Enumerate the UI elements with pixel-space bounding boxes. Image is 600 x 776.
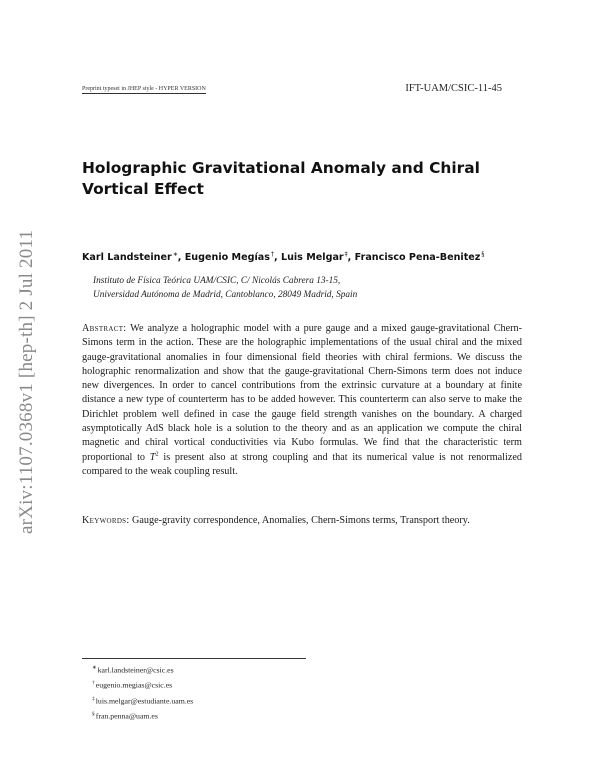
footnote-mark: § — [92, 711, 95, 718]
keywords — [82, 514, 522, 529]
author-list: Karl Landsteiner∗, Eugenio Megías†, Luis Melgar‡, Francisco Pena-Benitez§ — [82, 251, 485, 264]
footnote-email[interactable]: eugenio.megias@csic.es — [95, 680, 173, 690]
author-name: Luis Melgar — [280, 252, 344, 264]
abstract-text: We analyze a holographic model with a pure gauge and a mixed gauge-gravitational Chern-Simons term in the action. These are the holographic implementations of the usual chiral and the mixed gauge-gravitational anomalies in four dimensional field theories with chiral fermions. We discuss the holographic renormalization and show that the gauge-gravitational Chern-Simons term does not induce new divergences. In order to cancel contributions from the extrinsic curvature at a boundary at finite distance a new type of counterterm has to be added however. This counterterm can also serve to make the Dirichlet problem well defined in case the gauge field strength vanishes on the boundary. A charged asymptotically AdS black hole is a solution to the theory and as an application we compute the chiral magnetic and chiral vortical conductivities via Kubo formulas. We find that the characteristic term proportional to — [82, 323, 522, 463]
footnote-email[interactable]: karl.landsteiner@csic.es — [97, 665, 174, 675]
paper-title: Holographic Gravitational Anomaly and Chiral Vortical Effect — [82, 159, 480, 198]
author-name: Karl Landsteiner — [82, 252, 172, 264]
footnote-item — [92, 693, 193, 708]
footnotes — [92, 662, 193, 724]
abstract-text-continued: is present also at strong coupling and that its numerical value is not renormalized compared to the weak coupling result. — [82, 451, 522, 477]
footnote-divider — [82, 658, 306, 659]
footnote-item — [92, 677, 193, 692]
math-exponent: 2 — [155, 450, 159, 458]
author-name: Eugenio Megías — [184, 252, 270, 264]
affiliation-line: Instituto de Física Teórica UAM/CSIC, C/ Nicolás Cabrera 13-15, — [93, 276, 341, 286]
abstract-label: Abstract: — [82, 323, 127, 334]
keywords-label: Keywords: — [82, 515, 130, 526]
footnote-mark: ‡ — [92, 695, 95, 702]
footnote-email[interactable]: fran.penna@uam.es — [95, 711, 158, 721]
report-number: IFT-UAM/CSIC-11-45 — [405, 83, 502, 94]
author-mark: ∗ — [172, 251, 178, 258]
author-mark: § — [481, 251, 485, 258]
footnote-email[interactable]: luis.melgar@estudiante.uam.es — [95, 696, 194, 706]
footnote-mark: † — [92, 680, 95, 687]
abstract — [82, 322, 522, 479]
author-mark: † — [270, 251, 274, 258]
footnote-mark: ∗ — [92, 665, 97, 671]
author-mark: ‡ — [344, 251, 348, 258]
preprint-style-line: Preprint typeset in JHEP style - HYPER VERSION — [82, 86, 206, 92]
arxiv-side-stamp: arXiv:1107.0368v1 [hep-th] 2 Jul 2011 — [16, 229, 37, 534]
affiliation — [93, 274, 357, 302]
footnote-item — [92, 662, 193, 677]
author-name: Francisco Pena-Benitez — [354, 252, 481, 264]
math-symbol: T — [149, 451, 156, 463]
keywords-text: Gauge-gravity correspondence, Anomalies, Chern-Simons terms, Transport theory. — [129, 515, 470, 526]
footnote-item — [92, 708, 193, 723]
affiliation-line: Universidad Autónoma de Madrid, Cantoblanco, 28049 Madrid, Spain — [93, 290, 358, 300]
